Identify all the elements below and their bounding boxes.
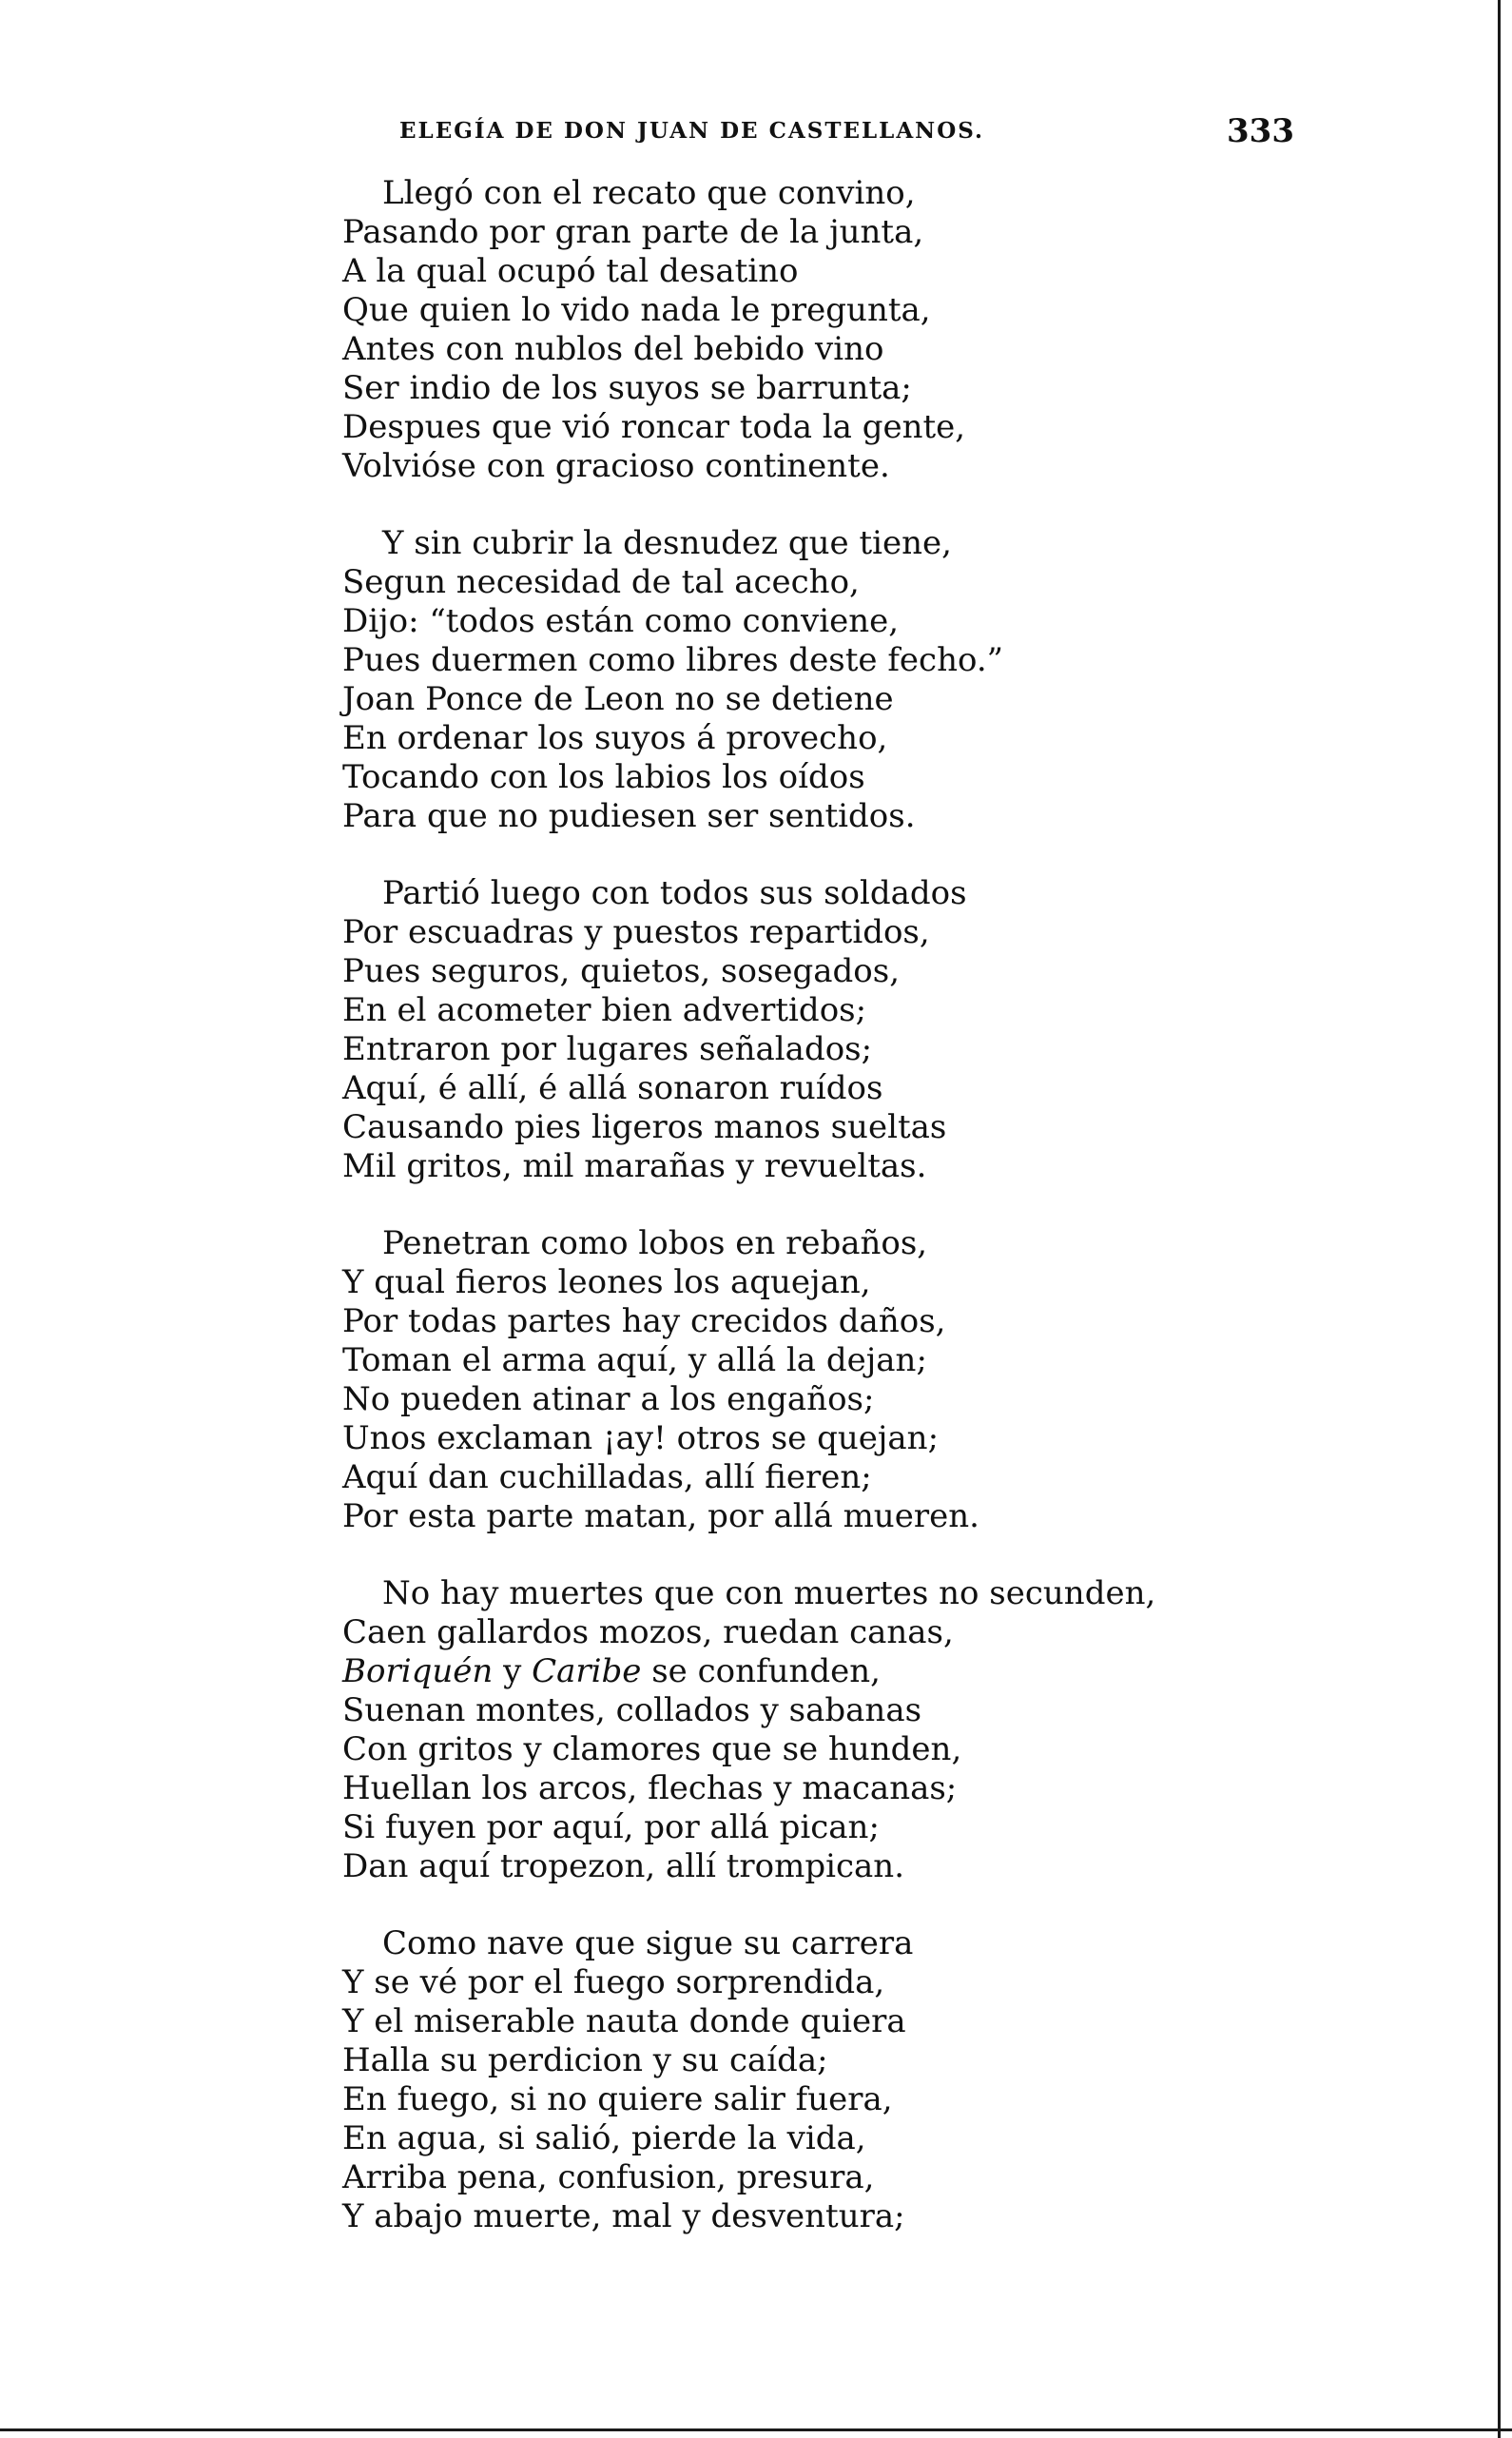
- verse-line: Ser indio de los suyos se barrunta;: [342, 369, 912, 407]
- verse-line: Aquí, é allí, é allá sonaron ruídos: [342, 1069, 883, 1107]
- verse-line: Huellan los arcos, flechas y macanas;: [342, 1769, 958, 1807]
- verse-line: En fuego, si no quiere salir fuera,: [342, 2080, 893, 2118]
- page-number: 333: [1227, 112, 1294, 150]
- verse-line: Aquí dan cuchilladas, allí fieren;: [342, 1458, 872, 1496]
- verse-line: Como nave que sigue su carrera: [382, 1924, 914, 1962]
- verse-line: A la qual ocupó tal desatino: [342, 252, 799, 290]
- verse-line: Volvióse con gracioso continente.: [342, 447, 890, 485]
- running-title: ELEGÍA DE DON JUAN DE CASTELLANOS.: [399, 118, 985, 144]
- verse-line: Mil gritos, mil marañas y revueltas.: [342, 1147, 927, 1185]
- verse-line: Unos exclaman ¡ay! otros se quejan;: [342, 1419, 940, 1457]
- verse-line: Llegó con el recato que convino,: [382, 174, 916, 212]
- stanza-5: [342, 1574, 1293, 1886]
- stanza-3: [342, 874, 1293, 1186]
- verse-line: Pasando por gran parte de la junta,: [342, 213, 924, 251]
- verse-line: Y se vé por el fuego sorprendida,: [342, 1963, 885, 2001]
- verse-line: Segun necesidad de tal acecho,: [342, 563, 860, 601]
- verse-line: Por escuadras y puestos repartidos,: [342, 913, 930, 951]
- verse-line: Suenan montes, collados y sabanas: [342, 1691, 922, 1729]
- verse-line: No pueden atinar a los engaños;: [342, 1380, 875, 1418]
- verse-line: Para que no pudiesen ser sentidos.: [342, 797, 916, 835]
- poem-body: [342, 174, 1293, 2274]
- verse-fragment: se confunden,: [641, 1652, 881, 1690]
- verse-line: Toman el arma aquí, y allá la dejan;: [342, 1341, 927, 1379]
- verse-line: Que quien lo vido nada le pregunta,: [342, 291, 931, 329]
- verse-line: Causando pies ligeros manos sueltas: [342, 1108, 947, 1146]
- stanza-1: [342, 174, 1293, 486]
- verse-line: Con gritos y clamores que se hunden,: [342, 1730, 962, 1768]
- verse-line: Y sin cubrir la desnudez que tiene,: [382, 524, 952, 562]
- italic-place-name: Boriquén: [342, 1652, 494, 1690]
- italic-place-name: Caribe: [532, 1652, 642, 1690]
- verse-line: Dan aquí tropezon, allí trompican.: [342, 1847, 904, 1885]
- verse-line: Joan Ponce de Leon no se detiene: [342, 680, 894, 718]
- verse-line: Dijo: “todos están como conviene,: [342, 602, 900, 640]
- verse-fragment: y: [493, 1652, 533, 1690]
- verse-line: Pues seguros, quietos, sosegados,: [342, 952, 901, 990]
- page-edge-bottom: [0, 2428, 1512, 2431]
- verse-line: Y el miserable nauta donde quiera: [342, 2002, 906, 2040]
- verse-line: En el acometer bien advertidos;: [342, 991, 867, 1029]
- verse-line: Halla su perdicion y su caída;: [342, 2041, 828, 2079]
- verse-line: Antes con nublos del bebido vino: [342, 330, 884, 368]
- page-edge-right: [1498, 0, 1501, 2438]
- verse-line: Por esta parte matan, por allá mueren.: [342, 1497, 979, 1535]
- verse-line: Penetran como lobos en rebaños,: [382, 1224, 928, 1262]
- verse-line: Y abajo muerte, mal y desventura;: [342, 2197, 905, 2235]
- verse-line: Pues duermen como libres deste fecho.”: [342, 641, 1004, 679]
- verse-line: En agua, si salió, pierde la vida,: [342, 2119, 866, 2157]
- stanza-4: [342, 1224, 1293, 1536]
- verse-line-mixed: [342, 1652, 1293, 1691]
- verse-line: Partió luego con todos sus soldados: [382, 874, 967, 912]
- verse-line: No hay muertes que con muertes no secunden,: [382, 1574, 1156, 1612]
- verse-line: Arriba pena, confusion, presura,: [342, 2158, 875, 2196]
- verse-line: Entraron por lugares señalados;: [342, 1030, 873, 1068]
- verse-line: Si fuyen por aquí, por allá pican;: [342, 1808, 880, 1846]
- stanza-2: [342, 524, 1293, 836]
- stanza-6: [342, 1924, 1293, 2236]
- verse-line: Despues que vió roncar toda la gente,: [342, 408, 966, 446]
- verse-line: Por todas partes hay crecidos daños,: [342, 1302, 946, 1340]
- verse-line: Tocando con los labios los oídos: [342, 758, 865, 796]
- verse-line: Y qual fieros leones los aquejan,: [342, 1263, 871, 1301]
- verse-line: Caen gallardos mozos, ruedan canas,: [342, 1613, 954, 1651]
- verse-line: En ordenar los suyos á provecho,: [342, 719, 888, 757]
